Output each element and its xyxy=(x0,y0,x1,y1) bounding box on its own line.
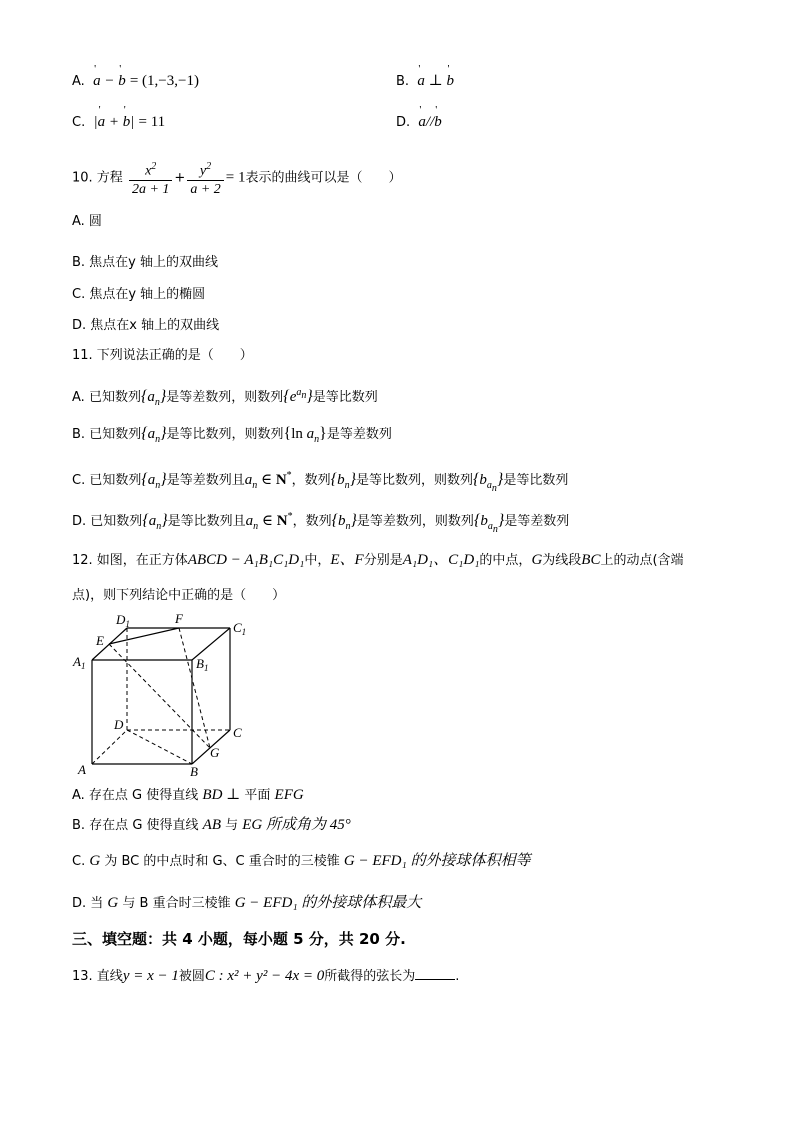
label-e: E xyxy=(96,633,104,648)
q11-option-a: A. 已知数列$\{a_n\}$是等差数列，则数列$\{e^{a_n}\}$是等比数列 xyxy=(72,387,378,408)
q11-stem: 11. 下列说法正确的是（ ） xyxy=(72,348,253,363)
q10-stem: 10. 方程 $\frac{x^2}{2a + 1}$ + $\frac{y^2}{a + 2}$ = 1表示的曲线可以是（ ） xyxy=(72,158,402,198)
q12-stem-line1: 12. 如图，在正方体ABCD − A₁B₁C₁D₁中，E、F分别是A₁D₁、C₁D₁的中点，G为线段BC上的动点(含端 xyxy=(72,552,684,568)
label-b: B xyxy=(190,764,198,779)
label-d: D xyxy=(114,717,124,732)
section-3-title: 三、填空题：共 4 小题，每小题 5 分，共 20 分. xyxy=(72,930,406,948)
q10-fraction-x: $\frac{x^2}{2a + 1}$ xyxy=(129,158,172,198)
q9-option-a: A. ' a − ' b = (1,−3,−1) xyxy=(72,72,199,91)
q9-option-b: B. ' a ⊥ ' b xyxy=(396,72,454,91)
label-c1: $C_1$ xyxy=(233,620,247,637)
q9-option-d: D. ' a//' b xyxy=(396,113,442,132)
label-f: F xyxy=(175,611,183,626)
q12-option-d: D. 当 G 与 B 重合时三棱锥 G − EFD₁ 的外接球体积最大 xyxy=(72,895,422,911)
q12-stem-line2: 点)，则下列结论中正确的是（ ） xyxy=(72,588,286,603)
q10-option-b: B. 焦点在y 轴上的双曲线 xyxy=(72,255,219,270)
segment-ef xyxy=(109,628,179,644)
q10-option-a: A. 圆 xyxy=(72,214,102,229)
q10-option-c: C. 焦点在y 轴上的椭圆 xyxy=(72,287,206,302)
cube-figure xyxy=(72,610,252,782)
q12-option-a: A. 存在点 G 使得直线 BD ⊥ 平面 EFG xyxy=(72,787,304,803)
label-d1: $D_1$ xyxy=(116,612,130,629)
q10-option-d: D. 焦点在x 轴上的双曲线 xyxy=(72,318,220,333)
q11-option-d: D. 已知数列$\{a_n\}$是等比数列且$a_n$ ∈ N*，数列$\{b_n\}$是等差数列，则数列$\{b_{a_n}\}$是等差数列 xyxy=(72,511,570,535)
q11-option-c: C. 已知数列$\{a_n\}$是等差数列且$a_n$ ∈ N*，数列$\{b_n\}$是等比数列，则数列$\{b_{a_n}\}$是等比数列 xyxy=(72,470,569,494)
label-a: A xyxy=(78,762,86,777)
q10-fraction-y: $\frac{y^2}{a + 2}$ xyxy=(187,158,223,198)
label-c: C xyxy=(233,725,242,740)
q12-option-c: C. G 为 BC 的中点时和 G、C 重合时的三棱锥 G − EFD₁ 的外接球体积相等 xyxy=(72,853,531,869)
q13-stem: 13. 直线y = x − 1被圆C : x² + y² − 4x = 0所截得的弦长为 . xyxy=(72,968,460,984)
q11-option-b: B. 已知数列$\{a_n\}$是等比数列，则数列{ln $a_n$}是等差数列 xyxy=(72,425,392,445)
label-g: G xyxy=(210,745,220,760)
segment-db xyxy=(127,730,192,764)
label-a1: $A_1$ xyxy=(73,654,86,671)
q12-option-b: B. 存在点 G 使得直线 AB 与 EG 所成角为 45° xyxy=(72,817,351,833)
edge-ad xyxy=(92,730,127,764)
q9-option-c: C. |' a + ' b| = 11 xyxy=(72,113,165,132)
answer-blank[interactable] xyxy=(415,979,455,980)
label-b1: $B_1$ xyxy=(196,656,209,673)
